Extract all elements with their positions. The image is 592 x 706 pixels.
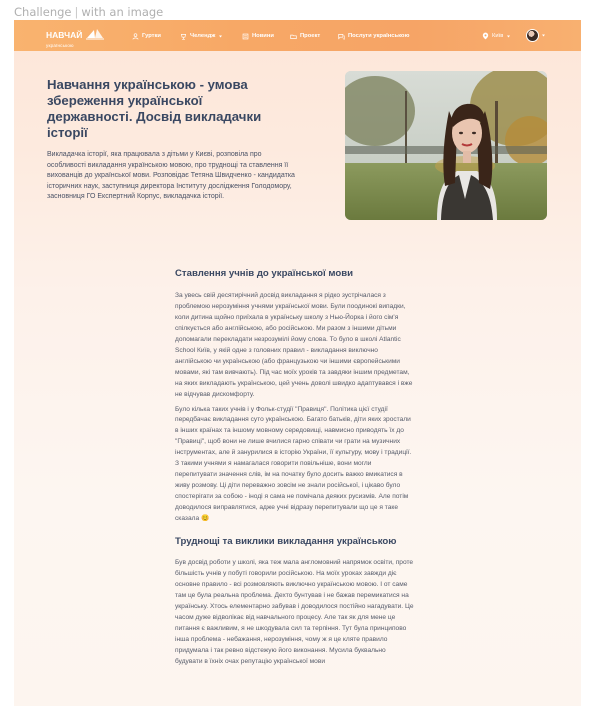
nav-item-label: Послуги українською xyxy=(348,33,410,39)
book-logo-icon xyxy=(86,27,104,41)
people-icon xyxy=(132,33,139,40)
nav-item-label: Новини xyxy=(252,33,274,39)
nav-item-gurtky[interactable] xyxy=(132,31,161,41)
article-paragraph: За увесь свій десятирічний досвід викладання я рідко зустрічалася з проблемою нерозуміння учнями української мови. Були поодинокі випадки, коли дитина щойно приїхала в українську школу з Нью-Йорка і його сім'я спілкується або англійською, або російською. Ми разом з іншими дітьми допомагали перекладати незрозумілі йому слова. То було в школі Atlantic School Київ, у якій одне з головних правил - викладання виключно англійською чи українською (або французькою чи іншими європейськими мовами, які там вивчають). Під час моїх уроків та завдяки іншим предметам, на яких викладають українською, цей учень доволі швидко адаптувався і вже не відчував дискомфорту. xyxy=(175,292,413,398)
trophy-icon xyxy=(180,33,187,40)
article-title: Навчання українською - умова збереження української державності. Досвід викладачки історії xyxy=(47,77,262,140)
navbar xyxy=(14,20,581,51)
nav-item-label: Челендж xyxy=(190,33,216,39)
nav-item-label: Проект xyxy=(300,33,321,39)
article-paragraph: Було кілька таких учнів і у Фольк-студії "Правиця". Політика цієї студії передбачає викладання суто українською. Багато батьків, діти яких зростали в інших країнах та іншому мовному середовищі, навмисно приводять їх до "Правиці", щоб вони не лише вчилися гарно співати чи грати на музичних інструментах, але й занурилися в історію України, її культуру, мову і традиції. З такими учнями я намагалася говорити повільніше, вони могли перепитувати значення слів, ім на початку було досить важко вмикатися в живу розмову. Ці діти переважно зовсім не знали російської, і цікаво було спостерігати за собою - іноді я сама не помічала деяких русизмів. Але потім доводилося виправлятися, адже учні відразу перепитували що це я таке сказала 😊 xyxy=(175,405,412,523)
nav-item-challenge[interactable] xyxy=(180,31,223,41)
city-selector[interactable] xyxy=(482,31,511,41)
title-separator: | xyxy=(74,5,79,19)
article-paragraph: Був досвід роботи у школі, яка теж мала англомовний напрямок освіти, проте більшість учнів у побуті говорили російською. На моїх уроках завжди діє основне правило - всі розмовляють виключно українською мовою. І от саме там це була реальна проблема. Дехто бунтував і не бажав перемикатися на українську. Хтось елементарно забував і доводилося постійно нагадувати. Це часом дуже відволікає від навчального процесу. Але так як для мене це питання є важливим, я не шкодувала сил та терпіння. Тут була принципово інша проблема - небажання, нерозуміння, чому ж я це кляте правило придумала і так ревно відстежую його виконання. Мусила буквально будувати в їхніх очах репутацію української мови xyxy=(175,559,414,665)
chevron-down-icon xyxy=(541,33,546,38)
nav-item-services[interactable] xyxy=(338,31,409,41)
project-icon xyxy=(290,33,297,40)
logo-subtext: українською xyxy=(46,42,74,48)
nav-item-label: Гуртки xyxy=(142,33,161,39)
challenge-subtitle: with an image xyxy=(81,5,164,19)
section-heading: Труднощі та виклики викладання українською xyxy=(175,536,397,548)
challenge-title: Challenge xyxy=(14,5,72,19)
logo-text: НАВЧАЙ xyxy=(46,29,83,40)
logo[interactable] xyxy=(46,27,106,48)
article-intro: Викладачка історії, яка працювала з дітьми у Києві, розповіла про особливості викладання українською мовою, про труднощі та ставлення її вихованців до української мови. Розповідає Тетяна Швидченко - кандидатка історичних наук, заступниця директора Інституту дослідження Голодомору, засновниця ГО Експертний Корпус, викладачка історії. xyxy=(47,151,295,201)
news-icon xyxy=(242,33,249,40)
city-label: Київ xyxy=(492,33,504,39)
avatar xyxy=(526,29,539,42)
nav-item-project[interactable] xyxy=(290,31,320,41)
section-heading: Ставлення учнів до української мови xyxy=(175,268,354,279)
user-menu[interactable] xyxy=(526,28,550,42)
page-heading xyxy=(14,5,163,19)
location-pin-icon xyxy=(482,32,489,40)
chevron-down-icon xyxy=(506,34,511,39)
author-photo xyxy=(345,71,547,220)
nav-item-news[interactable] xyxy=(242,31,274,41)
article-body xyxy=(175,268,415,668)
chevron-down-icon xyxy=(218,34,223,39)
portrait-image xyxy=(345,71,547,220)
services-icon xyxy=(338,33,345,40)
preview-frame xyxy=(14,20,581,706)
